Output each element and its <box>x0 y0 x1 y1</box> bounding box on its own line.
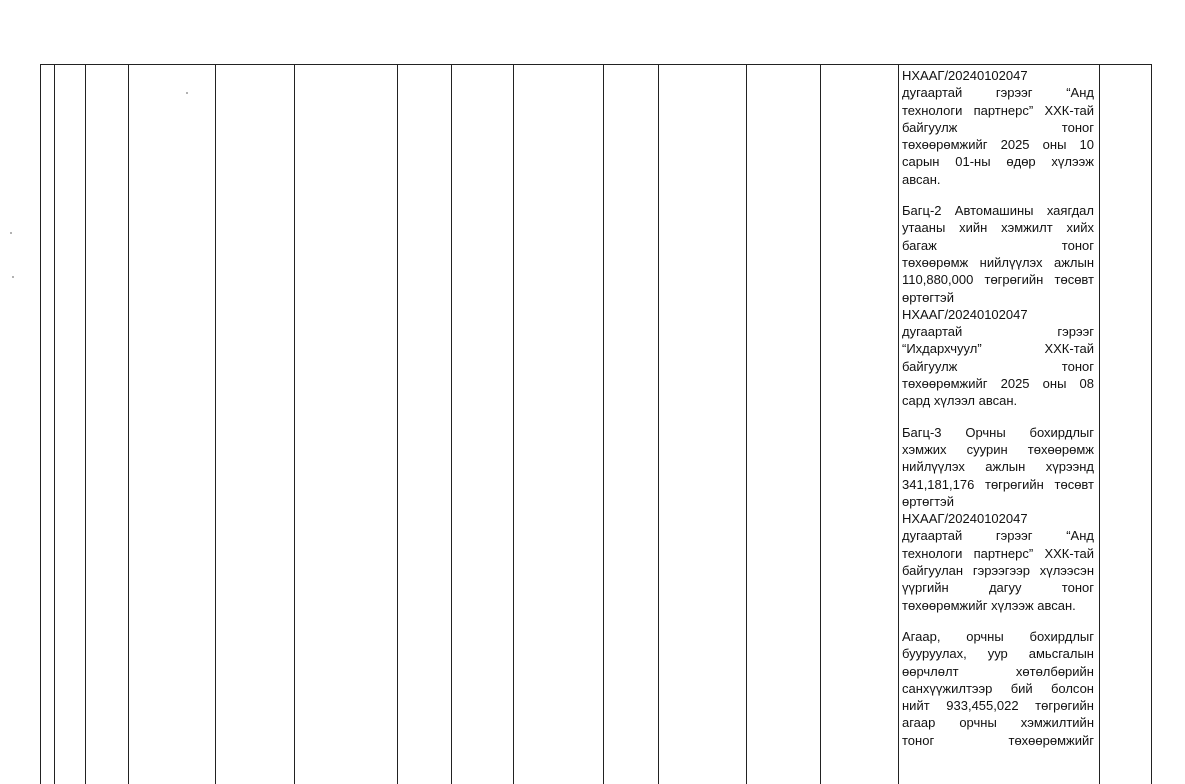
column-border <box>1151 64 1152 784</box>
text-line: НХААГ/20240102047 <box>902 68 1028 83</box>
text-line: төхөөрөмжийг 2025 оны 08 <box>902 376 1094 392</box>
column-border <box>294 64 295 784</box>
column-border <box>85 64 86 784</box>
text-line: дугаартай гэрээг <box>902 324 1094 340</box>
text-line: тоног төхөөрөмжийг <box>902 732 1094 748</box>
text-line: бууруулах, уур амьсгалын <box>902 646 1094 662</box>
text-line: багаж тоног <box>902 237 1094 253</box>
paragraph-4 <box>902 628 1094 749</box>
text-line: өөрчлөлт хөтөлбөрийн <box>902 663 1094 679</box>
scan-speck <box>12 276 14 278</box>
paragraph-3 <box>902 424 1094 614</box>
text-line: төхөөрөмж нийлүүлэх ажлын <box>902 254 1094 270</box>
column-border <box>451 64 452 784</box>
text-line: Агаар, орчны бохирдлыг <box>902 628 1094 644</box>
text-line: 341,181,176 төгрөгийн төсөвт <box>902 476 1094 492</box>
column-border <box>215 64 216 784</box>
text-line: НХААГ/20240102047 <box>902 306 1028 322</box>
text-line: өртөгтэй <box>902 493 954 509</box>
text-line: байгуулан гэрээгээр хүлээсэн <box>902 563 1094 579</box>
text-line: сард хүлээл авсан. <box>902 393 1018 409</box>
text-line: төхөөрөмжийг хүлээж авсан. <box>902 597 1076 613</box>
text-line: сарын 01-ны өдөр хүлээж <box>902 154 1094 170</box>
text-line: нийлүүлэх ажлын хүрээнд <box>902 459 1094 475</box>
text-line: технологи партнерс” ХХК-тай <box>902 545 1094 561</box>
column-border <box>513 64 514 784</box>
paragraph-2 <box>902 202 1094 410</box>
column-border <box>603 64 604 784</box>
text-line: НХААГ/20240102047 <box>902 511 1028 527</box>
text-line: байгуулж тоног <box>902 119 1094 135</box>
scan-speck <box>10 232 12 234</box>
text-line: төхөөрөмжийг 2025 оны 10 <box>902 137 1094 153</box>
text-line: Багц-2 Автомашины хаягдал <box>902 203 1094 219</box>
text-line: өртөгтэй <box>902 289 954 305</box>
column-border <box>54 64 55 784</box>
text-line: байгуулж тоног <box>902 358 1094 374</box>
text-line: утааны хийн хэмжилт хийх <box>902 220 1094 236</box>
text-line: авсан. <box>902 171 941 187</box>
paragraph-1 <box>902 67 1094 188</box>
scan-speck <box>186 92 188 94</box>
text-line: технологи партнерс” ХХК-тай <box>902 102 1094 118</box>
column-border <box>898 64 899 784</box>
text-line: “Ихдархчуул” ХХК-тай <box>902 341 1094 357</box>
text-line: агаар орчны хэмжилтийн <box>902 715 1094 731</box>
text-line: хэмжих суурин төхөөрөмж <box>902 441 1094 457</box>
text-line: 110,880,000 төгрөгийн төсөвт <box>902 272 1094 288</box>
column-border <box>128 64 129 784</box>
text-line: үүргийн дагуу тоног <box>902 580 1094 596</box>
column-border <box>40 64 41 784</box>
text-line: нийт 933,455,022 төгрөгийн <box>902 698 1094 714</box>
text-line: дугаартай гэрээг “Анд <box>902 528 1094 544</box>
text-line: санхүүжилтээр бий болсон <box>902 680 1094 696</box>
column-border <box>397 64 398 784</box>
last-column-cell <box>902 64 1094 763</box>
text-line: Багц-3 Орчны бохирдлыг <box>902 424 1094 440</box>
column-border <box>746 64 747 784</box>
column-border <box>820 64 821 784</box>
column-border <box>658 64 659 784</box>
text-line: дугаартай гэрээг “Анд <box>902 85 1094 101</box>
column-border <box>1099 64 1100 784</box>
